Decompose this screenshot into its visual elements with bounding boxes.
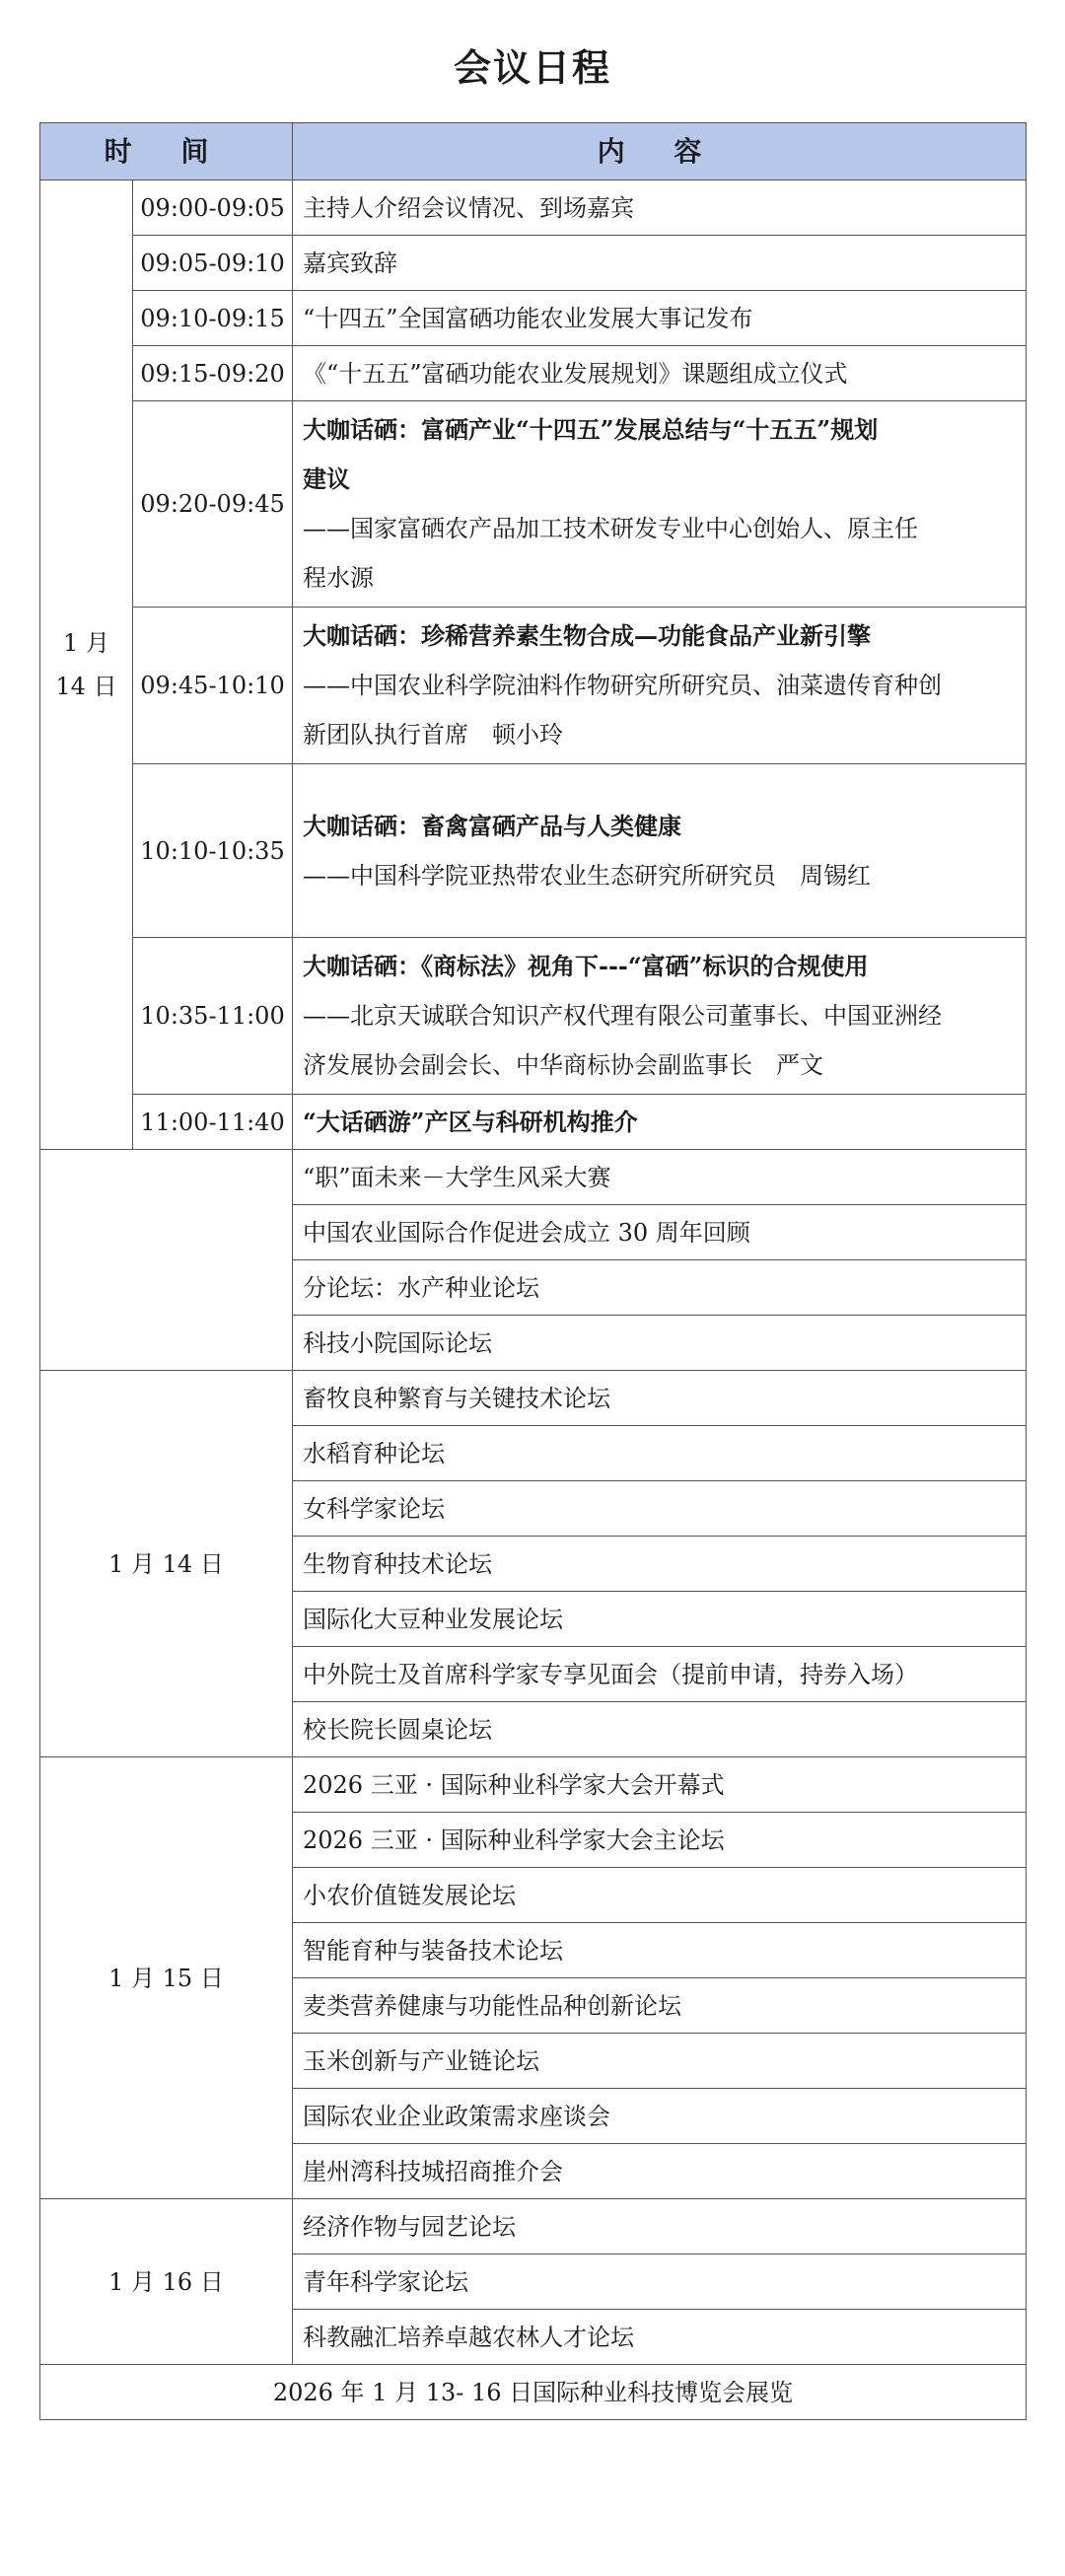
table-row	[40, 764, 1027, 938]
content-cell: 青年科学家论坛	[293, 2254, 1027, 2310]
content-cell: 崖州湾科技城招商推介会	[293, 2144, 1027, 2199]
table-row	[40, 2199, 1027, 2254]
table-row	[40, 401, 1027, 608]
content-cell: 嘉宾致辞	[293, 236, 1027, 291]
talk-title: 大咖话硒：珍稀营养素生物合成—功能食品产业新引擎	[303, 621, 871, 650]
time-cell: 11:00-11:40	[133, 1095, 293, 1150]
table-row	[40, 1150, 1027, 1205]
date-cell-group0	[40, 1150, 293, 1371]
table-row	[40, 1095, 1027, 1150]
header-content: 内 容	[293, 123, 1027, 180]
content-cell: “职”面未来－大学生风采大赛	[293, 1150, 1027, 1205]
time-cell: 10:10-10:35	[133, 764, 293, 938]
content-cell: 中国农业国际合作促进会成立 30 周年回顾	[293, 1205, 1027, 1260]
content-cell: 生物育种技术论坛	[293, 1537, 1027, 1592]
content-cell: 麦类营养健康与功能性品种创新论坛	[293, 1978, 1027, 2034]
content-cell: “大话硒游”产区与科研机构推介	[293, 1095, 1027, 1150]
table-row	[40, 1757, 1027, 1813]
table-row	[40, 608, 1027, 764]
talk-title: 大咖话硒：畜禽富硒产品与人类健康	[303, 811, 681, 840]
content-cell: 水稻育种论坛	[293, 1426, 1027, 1481]
content-cell: 科技小院国际论坛	[293, 1316, 1027, 1371]
table-footer-row	[40, 2365, 1027, 2420]
exhibition-note: 2026 年 1 月 13- 16 日国际种业科技博览会展览	[40, 2365, 1027, 2420]
time-cell: 09:10-09:15	[133, 291, 293, 346]
talk-title: 大咖话硒：富硒产业“十四五”发展总结与“十五五”规划	[303, 415, 879, 444]
content-cell	[293, 608, 1027, 764]
talk-title: 建议	[303, 465, 350, 493]
time-cell: 09:00-09:05	[133, 180, 293, 236]
content-cell: 分论坛：水产种业论坛	[293, 1260, 1027, 1316]
content-cell: 小农价值链发展论坛	[293, 1868, 1027, 1923]
speaker-info: 新团队执行首席 顿小玲	[303, 721, 563, 749]
content-cell: 国际农业企业政策需求座谈会	[293, 2089, 1027, 2144]
content-cell: 主持人介绍会议情况、到场嘉宾	[293, 180, 1027, 236]
speaker-info: 济发展协会副会长、中华商标协会副监事长 严文	[303, 1051, 823, 1079]
date-cell-jan15: 1 月 15 日	[40, 1757, 293, 2199]
agenda-table	[39, 122, 1027, 2420]
date-cell-jan16: 1 月 16 日	[40, 2199, 293, 2365]
table-row	[40, 236, 1027, 291]
content-cell: “十四五”全国富硒功能农业发展大事记发布	[293, 291, 1027, 346]
header-time: 时 间	[40, 123, 293, 180]
content-cell	[293, 938, 1027, 1095]
date-label-line1: 1 月	[63, 629, 109, 657]
talk-title: 大咖话硒：《商标法》视角下---“富硒”标识的合规使用	[303, 952, 869, 980]
table-header-row	[40, 123, 1027, 180]
table-row	[40, 938, 1027, 1095]
table-row	[40, 291, 1027, 346]
date-cell-jan14: 1 月 14 日	[40, 1371, 293, 1757]
date-label-line2: 14 日	[55, 673, 117, 700]
time-cell: 10:35-11:00	[133, 938, 293, 1095]
content-cell: 《“十五五”富硒功能农业发展规划》课题组成立仪式	[293, 346, 1027, 401]
table-row	[40, 346, 1027, 401]
agenda-body	[40, 180, 1027, 2420]
content-cell: 校长院长圆桌论坛	[293, 1702, 1027, 1757]
time-cell: 09:15-09:20	[133, 346, 293, 401]
content-cell: 玉米创新与产业链论坛	[293, 2034, 1027, 2089]
speaker-info: 程水源	[303, 564, 374, 592]
time-cell: 09:05-09:10	[133, 236, 293, 291]
content-cell: 经济作物与园艺论坛	[293, 2199, 1027, 2254]
content-cell: 智能育种与装备技术论坛	[293, 1923, 1027, 1978]
table-row	[40, 1371, 1027, 1426]
content-cell: 女科学家论坛	[293, 1481, 1027, 1537]
content-cell: 2026 三亚 · 国际种业科学家大会主论坛	[293, 1813, 1027, 1868]
speaker-info: ——中国科学院亚热带农业生态研究所研究员 周锡红	[303, 861, 871, 890]
page-title: 会议日程	[453, 45, 611, 90]
speaker-info: ——中国农业科学院油料作物研究所研究员、油菜遗传育种创	[303, 672, 942, 699]
time-cell: 09:20-09:45	[133, 401, 293, 608]
content-cell: 畜牧良种繁育与关键技术论坛	[293, 1371, 1027, 1426]
content-cell: 科教融汇培养卓越农林人才论坛	[293, 2310, 1027, 2365]
content-cell	[293, 401, 1027, 608]
speaker-info: ——北京天诚联合知识产权代理有限公司董事长、中国亚洲经	[303, 1002, 942, 1030]
table-row	[40, 180, 1027, 236]
date-cell-day1	[40, 180, 133, 1150]
content-cell: 国际化大豆种业发展论坛	[293, 1592, 1027, 1647]
speaker-info: ——国家富硒农产品加工技术研发专业中心创始人、原主任	[303, 515, 918, 542]
content-cell: 中外院士及首席科学家专享见面会（提前申请，持券入场）	[293, 1647, 1027, 1702]
time-cell: 09:45-10:10	[133, 608, 293, 764]
content-cell: 2026 三亚 · 国际种业科学家大会开幕式	[293, 1757, 1027, 1813]
content-cell	[293, 764, 1027, 938]
